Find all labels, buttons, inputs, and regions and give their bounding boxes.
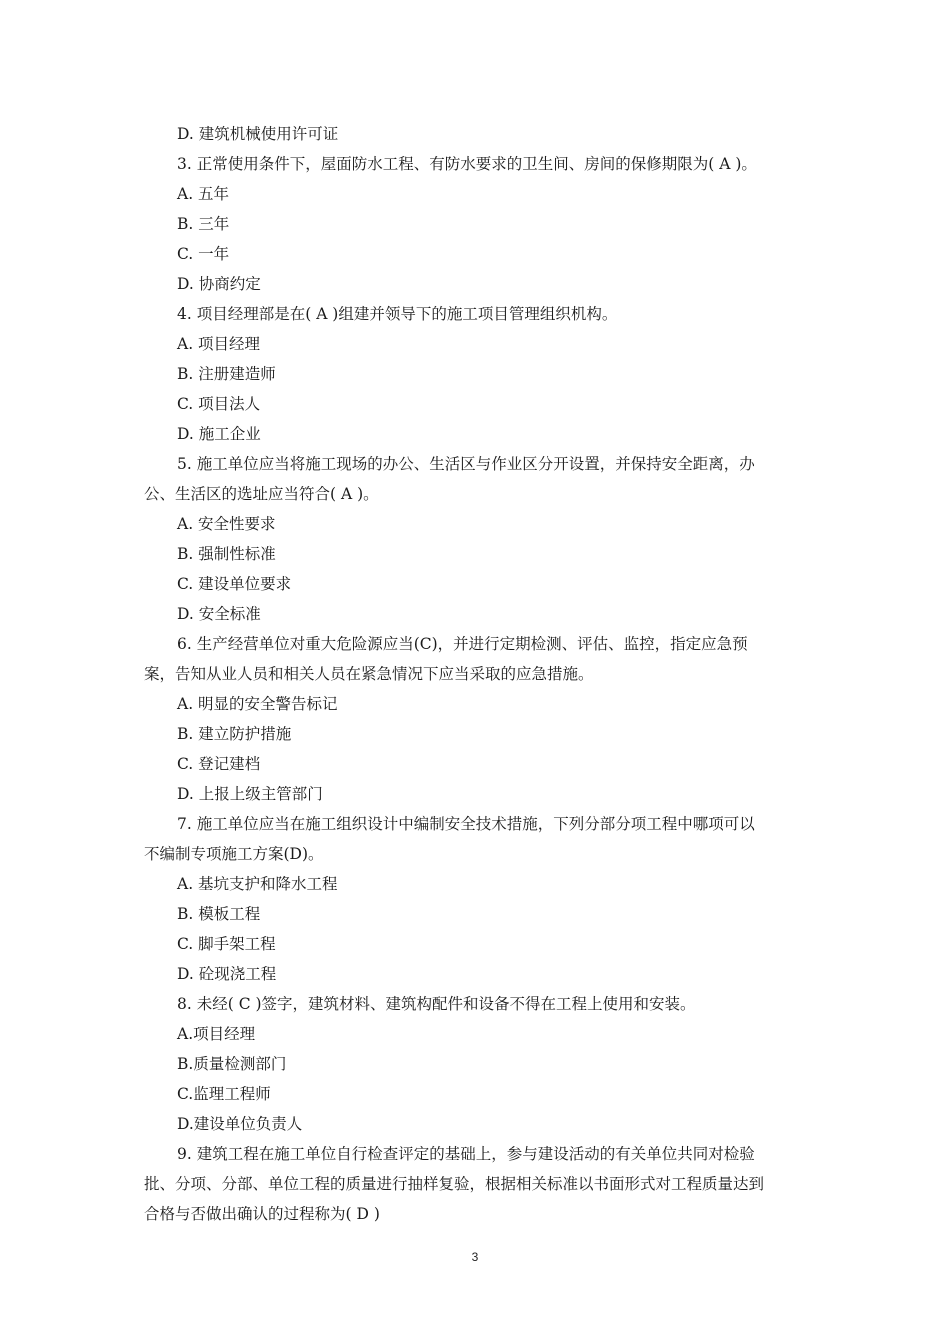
- text-line: D. 施工企业: [177, 425, 261, 443]
- text-line: B. 强制性标准: [177, 545, 276, 563]
- text-line: C.监理工程师: [177, 1085, 271, 1103]
- text-line: B.质量检测部门: [177, 1055, 287, 1073]
- document-body: [144, 119, 810, 1229]
- text-line: B. 三年: [177, 215, 230, 233]
- text-line: 合格与否做出确认的过程称为( D ): [144, 1205, 380, 1223]
- text-line: C. 建设单位要求: [177, 575, 292, 593]
- text-line: 8. 未经( C )签字，建筑材料、建筑构配件和设备不得在工程上使用和安装。: [177, 995, 696, 1013]
- text-line: D. 协商约定: [177, 275, 261, 293]
- text-line: 不编制专项施工方案(D)。: [144, 845, 324, 863]
- text-line: A. 项目经理: [177, 335, 261, 353]
- text-line: D. 安全标准: [177, 605, 261, 623]
- text-line: 7. 施工单位应当在施工组织设计中编制安全技术措施，下列分部分项工程中哪项可以: [177, 815, 755, 833]
- text-line: 9. 建筑工程在施工单位自行检查评定的基础上，参与建设活动的有关单位共同对检验: [177, 1145, 755, 1163]
- text-line: A. 基坑支护和降水工程: [177, 875, 338, 893]
- text-line: A. 明显的安全警告标记: [177, 695, 338, 713]
- text-line: 案，告知从业人员和相关人员在紧急情况下应当采取的应急措施。: [144, 665, 594, 683]
- text-line: D.建设单位负责人: [177, 1115, 303, 1133]
- text-line: 4. 项目经理部是在( A )组建并领导下的施工项目管理组织机构。: [177, 305, 618, 323]
- text-line: B. 注册建造师: [177, 365, 276, 383]
- page-number: 3: [471, 1250, 479, 1264]
- text-line: 6. 生产经营单位对重大危险源应当(C)，并进行定期检测、评估、监控，指定应急预: [177, 635, 748, 653]
- text-line: 5. 施工单位应当将施工现场的办公、生活区与作业区分开设置，并保持安全距离，办: [177, 455, 755, 473]
- text-line: 公、生活区的选址应当符合( A )。: [144, 485, 379, 503]
- text-line: A. 安全性要求: [177, 515, 276, 533]
- text-line: C. 一年: [177, 245, 230, 263]
- text-line: D. 建筑机械使用许可证: [177, 125, 339, 143]
- text-line: D. 砼现浇工程: [177, 965, 277, 983]
- text-line: 批、分项、分部、单位工程的质量进行抽样复验，根据相关标准以书面形式对工程质量达到: [144, 1175, 765, 1193]
- text-line: B. 模板工程: [177, 905, 261, 923]
- text-line: 3. 正常使用条件下，屋面防水工程、有防水要求的卫生间、房间的保修期限为( A )。: [177, 155, 757, 173]
- text-line: C. 脚手架工程: [177, 935, 276, 953]
- text-line: C. 项目法人: [177, 395, 261, 413]
- text-line: A.项目经理: [177, 1025, 256, 1043]
- text-line: A. 五年: [177, 185, 230, 203]
- text-line: D. 上报上级主管部门: [177, 785, 323, 803]
- text-line: C. 登记建档: [177, 755, 261, 773]
- text-line: B. 建立防护措施: [177, 725, 292, 743]
